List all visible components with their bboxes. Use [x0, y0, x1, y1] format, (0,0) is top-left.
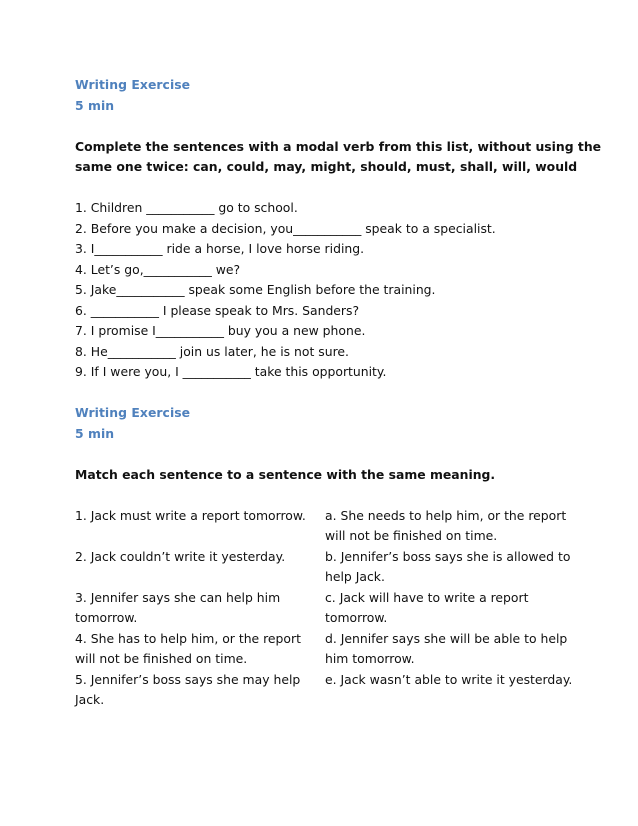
match-left-item: 3. Jennifer says she can help him tomorrow. [75, 589, 281, 625]
sentence-item: 6. ___________ I please speak to Mrs. Sanders? [75, 302, 360, 318]
spacer [75, 485, 575, 506]
spacer [75, 444, 575, 465]
sentence-item: 1. Children ___________ go to school. [75, 200, 298, 215]
match-left-item: 1. Jack must write a report tomorrow. [75, 507, 306, 523]
sentence-item: 3. I___________ ride a horse, I love horse riding. [75, 241, 365, 256]
section1-heading: Writing Exercise [75, 77, 191, 92]
match-right-item: a. She needs to help him, or the report will not be finished on time. [325, 507, 567, 543]
section2-heading: Writing Exercise [75, 405, 191, 420]
match-right-item: e. Jack wasn’t able to write it yesterday. [325, 671, 573, 687]
spacer [75, 383, 575, 404]
match-right-item: b. Jennifer’s boss says she is allowed to help Jack. [325, 548, 571, 584]
sentence-item: 2. Before you make a decision, you___________ speak to a specialist. [75, 220, 496, 236]
section1-duration: 5 min [75, 97, 115, 113]
spacer [75, 116, 575, 137]
worksheet-page [75, 75, 602, 711]
matching-table [75, 506, 575, 711]
sentence-item: 5. Jake___________ speak some English before the training. [75, 282, 436, 297]
match-left-item: 4. She has to help him, or the report will not be finished on time. [75, 630, 301, 666]
sentence-item: 7. I promise I___________ buy you a new phone. [75, 323, 366, 338]
match-right-item: d. Jennifer says she will be able to help him tomorrow. [325, 630, 568, 666]
section2-duration: 5 min [75, 425, 115, 441]
match-left-item: 5. Jennifer’s boss says she may help Jack. [75, 671, 301, 707]
section1-instruction-line2: same one twice: can, could, may, might, should, must, shall, will, would [75, 159, 578, 174]
sentence-item: 8. He___________ join us later, he is not sure. [75, 343, 349, 359]
match-left-item: 2. Jack couldn’t write it yesterday. [75, 548, 286, 564]
sentence-list [75, 198, 575, 383]
spacer [75, 178, 575, 199]
section1-instruction-line1: Complete the sentences with a modal verb from this list, without using the [75, 138, 602, 154]
match-right-item: c. Jack will have to write a report tomorrow. [325, 589, 529, 625]
sentence-item: 9. If I were you, I ___________ take this opportunity. [75, 364, 387, 379]
section2-instruction: Match each sentence to a sentence with the same meaning. [75, 466, 496, 482]
sentence-item: 4. Let’s go,___________ we? [75, 261, 241, 277]
